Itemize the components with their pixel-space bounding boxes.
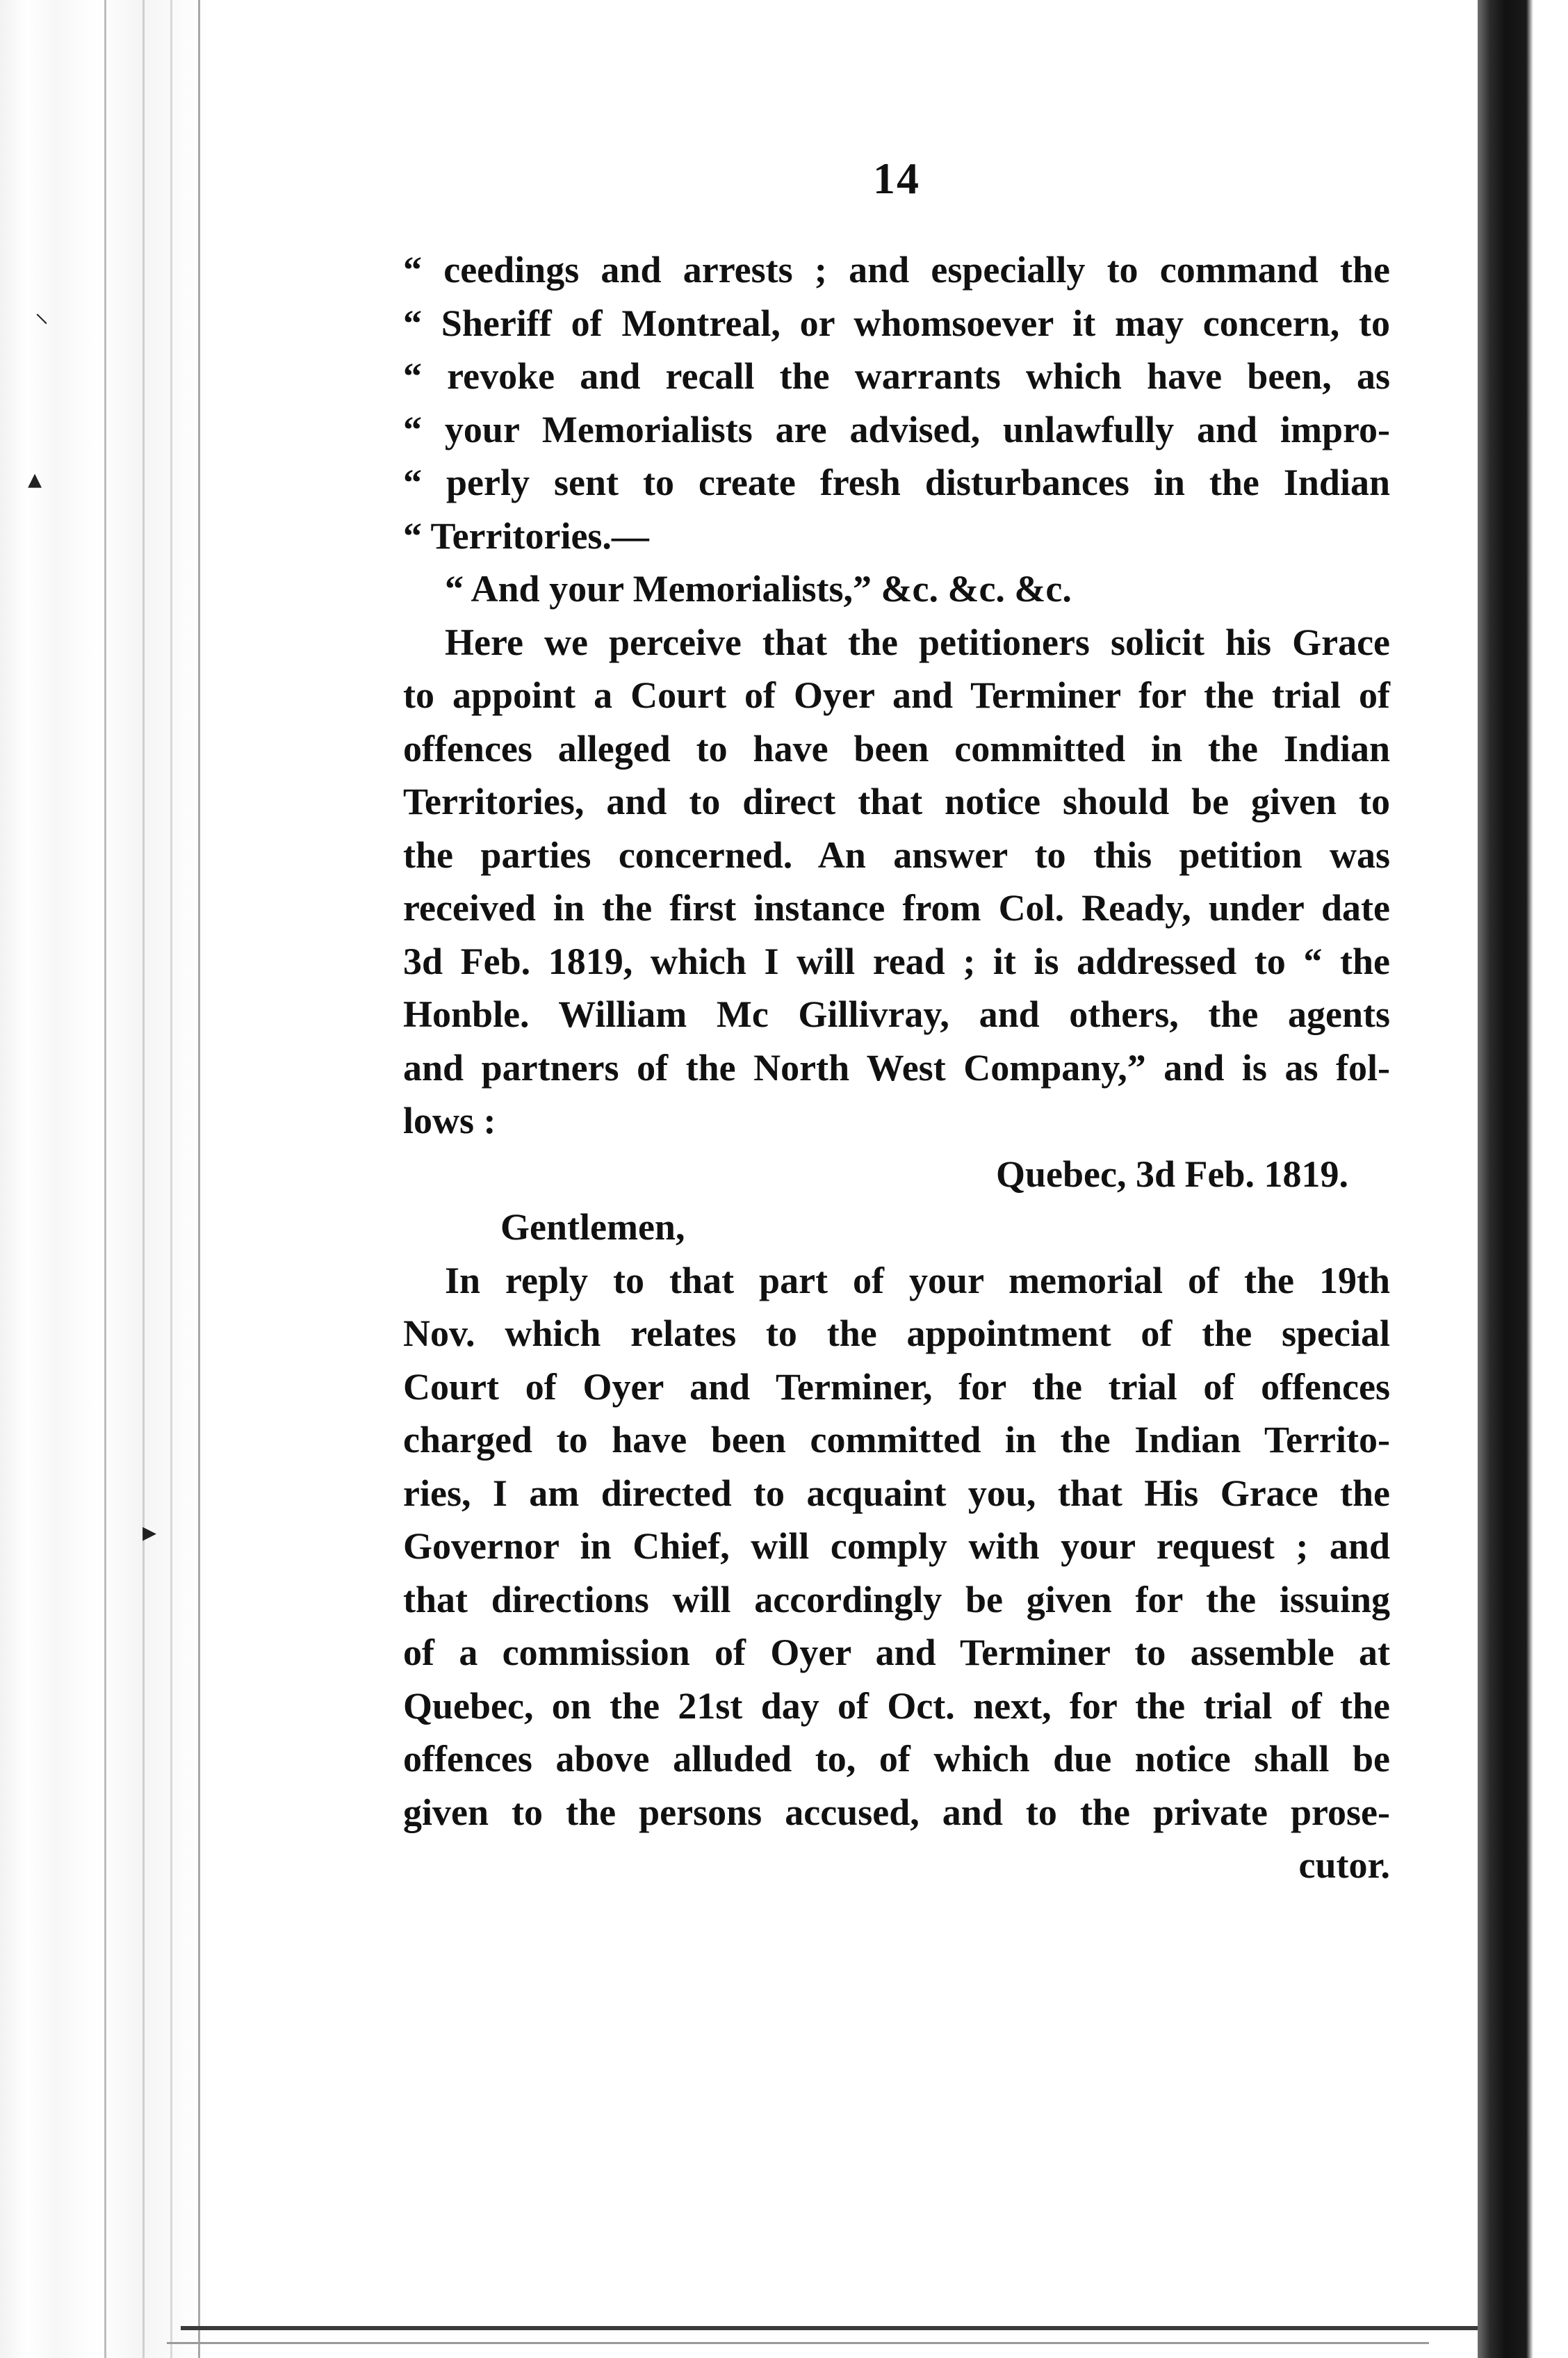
text-line: “ Sheriff of Montreal, or whomsoever it may concern, to — [403, 302, 1390, 344]
edge-line — [142, 0, 145, 2358]
letter-line: of a commission of Oyer and Terminer to assemble at — [403, 1632, 1390, 1673]
letter-line: given to the persons accused, and to the private prose- — [403, 1791, 1390, 1833]
text-line: Here we perceive that the petitioners solicit his Grace — [445, 621, 1390, 663]
scan-speck: ▴ — [28, 463, 42, 494]
letter-dateline: Quebec, 3d Feb. 1819. — [996, 1153, 1348, 1195]
book-page — [403, 139, 1390, 2190]
letter-line: Governor in Chief, will comply with your request ; and — [403, 1525, 1390, 1567]
text-line: Territories, and to direct that notice should be given to — [403, 781, 1390, 822]
text-line: offences alleged to have been committed in the Indian — [403, 727, 1390, 770]
letter-line: Nov. which relates to the appointment of the special — [403, 1312, 1390, 1354]
right-binding-shadow — [1478, 0, 1568, 2358]
text-line: “ Territories.— — [403, 514, 649, 557]
text-line: 3d Feb. 1819, which I will read ; it is addressed to “ the — [403, 940, 1390, 982]
page-number: 14 — [873, 154, 920, 203]
text-line: “ And your Memorialists,” &c. &c. &c. — [445, 568, 1072, 610]
bottom-page-edge-secondary — [167, 2342, 1429, 2344]
letter-line: ries, I am directed to acquaint you, that His Grace the — [403, 1472, 1390, 1514]
text-line: and partners of the North West Company,” and is as fol- — [403, 1046, 1390, 1089]
letter-salutation: Gentlemen, — [500, 1206, 685, 1248]
letter-line: that directions will accordingly be given for the issuing — [403, 1578, 1390, 1620]
letter-line: offences above alluded to, of which due notice shall be — [403, 1738, 1390, 1780]
text-line: “ your Memorialists are advised, unlawfully and impro- — [403, 408, 1390, 450]
text-line: the parties concerned. An answer to this petition was — [403, 834, 1390, 876]
body-text — [403, 243, 1390, 1892]
bottom-page-edge — [181, 2326, 1478, 2330]
text-line: received in the first instance from Col. Ready, under date — [403, 887, 1390, 929]
edge-line — [104, 0, 106, 2358]
edge-line — [198, 0, 200, 2358]
letter-line: Court of Oyer and Terminer, for the trial of offences — [403, 1365, 1390, 1408]
text-line: to appoint a Court of Oyer and Terminer for the trial of — [403, 674, 1390, 716]
letter-line: Quebec, on the 21st day of Oct. next, for the trial of the — [403, 1684, 1390, 1727]
letter-line: charged to have been committed in the Indian Territo- — [403, 1419, 1390, 1461]
text-line: “ perly sent to create fresh disturbances in the Indian — [403, 462, 1390, 503]
scan-speck: ⸜ — [35, 297, 49, 328]
letter-line: In reply to that part of your memorial of the 19th — [445, 1259, 1390, 1301]
scan-speck: ▸ — [142, 1516, 157, 1547]
text-line: lows : — [403, 1100, 496, 1141]
edge-line — [170, 0, 172, 2358]
text-line: Honble. William Mc Gillivray, and others, the agents — [403, 993, 1390, 1035]
text-line: “ ceedings and arrests ; and especially to command the — [403, 249, 1390, 291]
left-page-edges — [0, 0, 209, 2358]
text-line: “ revoke and recall the warrants which have been, as — [403, 355, 1390, 397]
letter-line: cutor. — [1298, 1844, 1390, 1886]
